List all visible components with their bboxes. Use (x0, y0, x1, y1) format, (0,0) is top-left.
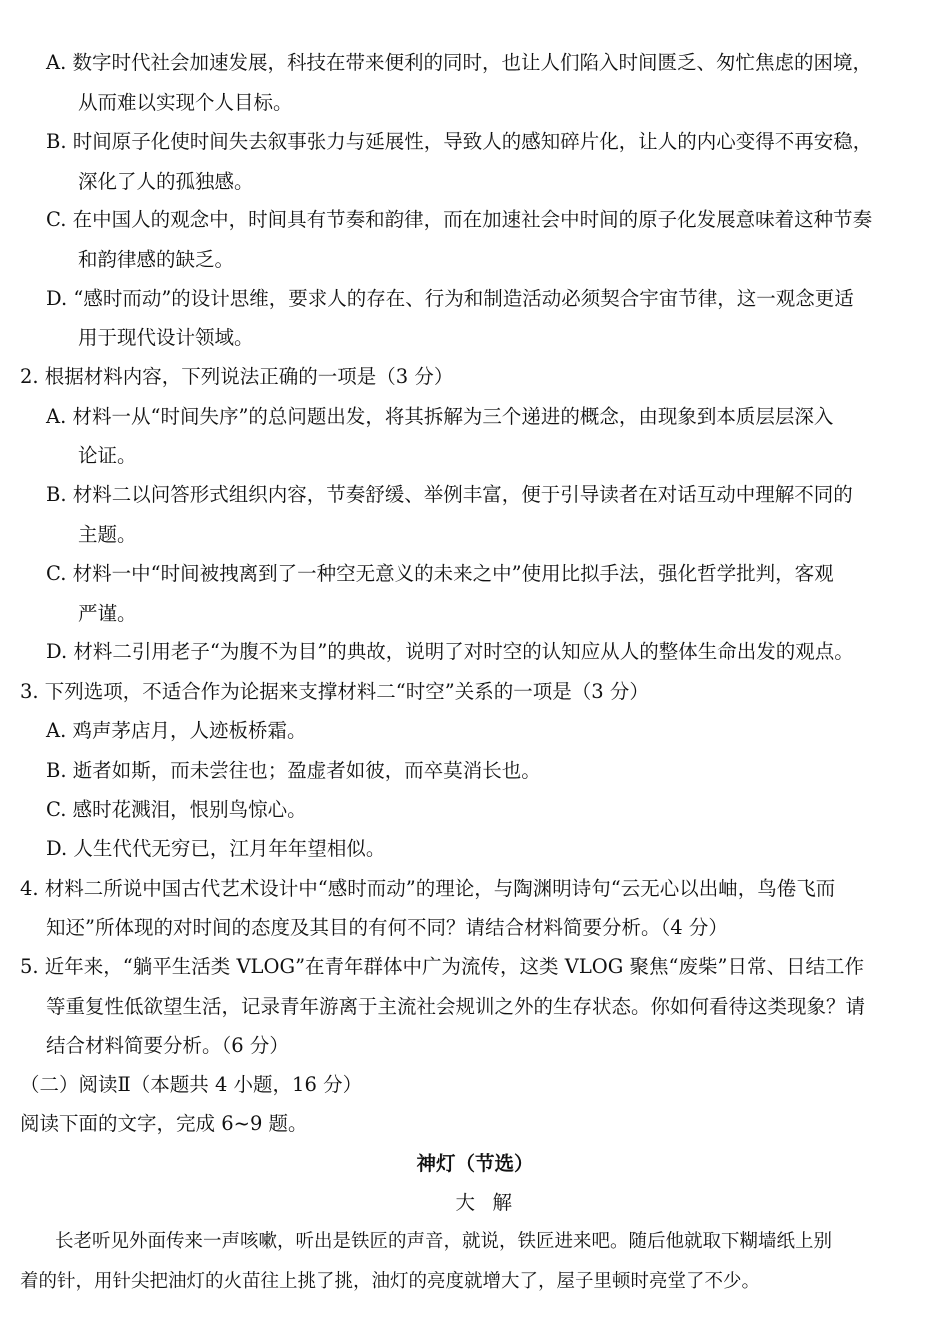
q5-stem-continued-1: 等重复性低欲望生活，记录青年游离于主流社会规训之外的生存状态。你如何看待这类现象？请 (46, 995, 866, 1018)
q5-stem: 5. 近年来，“躺平生活类 VLOG”在青年群体中广为流传，这类 VLOG 聚焦“废柴”日常、日结工作 (20, 955, 864, 978)
q1-option-b-continued: 深化了人的孤独感。 (78, 170, 254, 193)
q1-option-d: D. “感时而动”的设计思维，要求人的存在、行为和制造活动必须契合宇宙节律，这一观念更适 (46, 287, 854, 310)
story-paragraph-line-1: 长老听见外面传来一声咳嗽，听出是铁匠的声音，就说，铁匠进来吧。随后他就取下糊墙纸上别 (55, 1231, 833, 1252)
q3-option-d: D. 人生代代无穷已，江月年年望相似。 (46, 837, 386, 860)
q3-stem: 3. 下列选项，不适合作为论据来支撑材料二“时空”关系的一项是（3 分） (20, 680, 649, 703)
q1-option-d-continued: 用于现代设计领域。 (78, 326, 254, 349)
q4-stem-continued: 知还”所体现的对时间的态度及其目的有何不同？请结合材料简要分析。（4 分） (46, 916, 728, 939)
story-author: 大解 (455, 1191, 530, 1214)
q2-option-a-continued: 论证。 (78, 444, 137, 467)
q2-stem: 2. 根据材料内容，下列说法正确的一项是（3 分） (20, 365, 454, 388)
q2-option-a: A. 材料一从“时间失序”的总问题出发，将其拆解为三个递进的概念，由现象到本质层层深入 (46, 405, 834, 428)
q3-option-b: B. 逝者如斯，而未尝往也；盈虚者如彼，而卒莫消长也。 (46, 759, 541, 782)
q1-option-c-continued: 和韵律感的缺乏。 (78, 248, 235, 271)
q1-option-a: A. 数字时代社会加速发展，科技在带来便利的同时，也让人们陷入时间匮乏、匆忙焦虑的困境， (46, 51, 872, 74)
section-instruction: 阅读下面的文字，完成 6~9 题。 (20, 1112, 308, 1135)
q1-option-c: C. 在中国人的观念中，时间具有节奏和韵律，而在加速社会中时间的原子化发展意味着这种节奏 (46, 208, 873, 231)
q2-option-c-continued: 严谨。 (78, 602, 137, 625)
q2-option-b: B. 材料二以问答形式组织内容，节奏舒缓、举例丰富，便于引导读者在对话互动中理解不同的 (46, 483, 853, 506)
q5-stem-continued-2: 结合材料简要分析。（6 分） (46, 1034, 289, 1057)
q1-option-a-continued: 从而难以实现个人目标。 (78, 91, 293, 114)
q2-option-b-continued: 主题。 (78, 523, 137, 546)
story-paragraph-line-2: 着的针，用针尖把油灯的火苗往上挑了挑，油灯的亮度就增大了，屋子里顿时亮堂了不少。 (20, 1271, 761, 1292)
q1-option-b: B. 时间原子化使时间失去叙事张力与延展性，导致人的感知碎片化，让人的内心变得不再安稳， (46, 130, 873, 153)
q4-stem: 4. 材料二所说中国古代艺术设计中“感时而动”的理论，与陶渊明诗句“云无心以出岫，鸟倦飞而 (20, 877, 836, 900)
section-heading: （二）阅读Ⅱ（本题共 4 小题，16 分） (20, 1073, 363, 1096)
story-title: 神灯（节选） (416, 1152, 534, 1175)
q2-option-c: C. 材料一中“时间被拽离到了一种空无意义的未来之中”使用比拟手法，强化哲学批判，客观 (46, 562, 834, 585)
q3-option-c: C. 感时花溅泪，恨别鸟惊心。 (46, 798, 307, 821)
q2-option-d: D. 材料二引用老子“为腹不为目”的典故，说明了对时空的认知应从人的整体生命出发的观点。 (46, 640, 854, 663)
q3-option-a: A. 鸡声茅店月，人迹板桥霜。 (46, 719, 307, 742)
